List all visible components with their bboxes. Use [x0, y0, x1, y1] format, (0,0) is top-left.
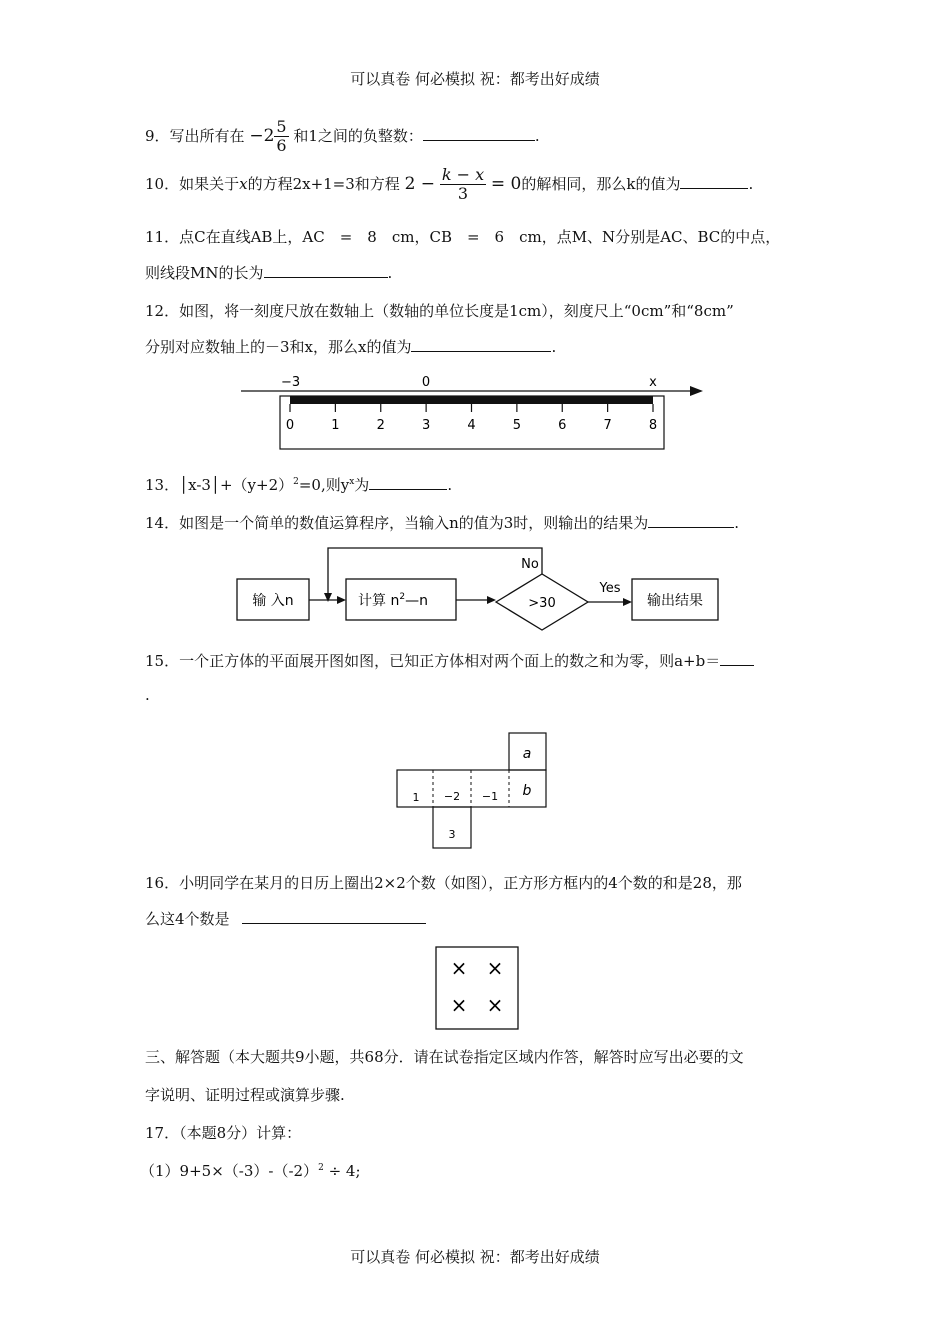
- arrow-head-icon: [487, 596, 496, 604]
- arrow-head-icon: [324, 593, 332, 602]
- q13-text-b: =0,则y: [298, 476, 350, 494]
- question-12-line2: [145, 336, 556, 357]
- ruler-tick-label: 6: [558, 418, 567, 433]
- q13-exp: 2: [293, 477, 299, 487]
- calendar-cell: ×: [486, 956, 504, 980]
- ruler-tick-label: 4: [467, 418, 476, 433]
- q15-answer-blank[interactable]: [720, 650, 754, 666]
- arrow-head-icon: [623, 598, 632, 606]
- q14-answer-blank[interactable]: [648, 512, 734, 528]
- q15-dot: .: [145, 686, 150, 704]
- q14-end: .: [734, 514, 740, 532]
- q13-answer-blank[interactable]: [369, 474, 447, 490]
- q9-fraction-den: 6: [276, 136, 287, 156]
- cube-net-figure: [392, 728, 552, 852]
- q13-end: .: [447, 476, 453, 494]
- q13-text-c: 为: [354, 476, 370, 494]
- q10-fraction-num: k − x: [441, 165, 485, 184]
- question-11-line1: 11．点C在直线AB上，AC = 8 cm，CB = 6 cm，点M、N分别是AC、BC的中点，: [145, 228, 781, 246]
- q10-text-c: 的解相同，那么k的值为: [521, 174, 681, 193]
- q15-text: 15．一个正方体的平面展开图如图，已知正方体相对两个面上的数之和为零，则a+b＝: [145, 652, 721, 670]
- input-label: 输 入n: [252, 593, 294, 609]
- calendar-cell: ×: [450, 956, 468, 980]
- q9-answer-blank[interactable]: [423, 125, 535, 141]
- net-label-1: 1: [412, 791, 420, 804]
- ruler-tick-label: 2: [376, 418, 385, 433]
- net-label-minus1: −1: [481, 790, 499, 803]
- question-12-line1: 12．如图，将一刻度尺放在数轴上（数轴的单位长度是1cm），刻度尺上“0cm”和“8cm”: [145, 302, 734, 320]
- q11-answer-blank[interactable]: [264, 262, 388, 278]
- q10-fraction: [440, 166, 486, 204]
- question-16-line1: 16．小明同学在某月的日历上圈出2×2个数（如图），正方形方框内的4个数的和是28，那: [145, 874, 742, 892]
- q10-end: .: [748, 174, 754, 193]
- question-16-line2: [145, 908, 426, 929]
- question-17-title: 17．（本题8分）计算：: [145, 1124, 302, 1142]
- yes-label: Yes: [599, 581, 621, 596]
- net-label-a: a: [522, 746, 532, 762]
- flowchart-figure: [230, 544, 730, 636]
- axis-arrow-icon: [690, 386, 703, 396]
- ruler-figure: [235, 372, 715, 454]
- ruler-black-band: [290, 396, 653, 404]
- q9-text-a: 9．写出所有在: [145, 126, 245, 145]
- q9-fraction-num: 5: [276, 117, 287, 136]
- ruler-ticks: [286, 404, 657, 433]
- compute-label: 计算 $n^2—n$: [358, 592, 428, 609]
- output-label: 输出结果: [647, 593, 703, 609]
- question-10: [145, 166, 753, 204]
- q12-text: 分别对应数轴上的－3和x，那么x的值为: [145, 338, 412, 356]
- net-label-3: 3: [448, 828, 456, 841]
- q13-text-a: 13．│x-3│+（y+2）: [145, 476, 294, 494]
- ruler-tick-label: 1: [331, 418, 340, 433]
- calendar-cell: ×: [450, 993, 468, 1017]
- ruler-tick-label: 0: [285, 418, 295, 433]
- question-13: [145, 474, 452, 495]
- q10-fraction-den: 3: [457, 184, 469, 204]
- page-header: 可以真卷 何必模拟 祝：都考出好成绩: [350, 70, 600, 88]
- q10-answer-blank[interactable]: [680, 173, 748, 189]
- ruler-tick-label: 7: [603, 418, 612, 433]
- axis-label-x: x: [649, 375, 657, 390]
- section-3-line2: 字说明、证明过程或演算步骤.: [145, 1086, 345, 1104]
- q11-end: .: [387, 264, 393, 282]
- ruler-tick-label: 3: [421, 418, 431, 433]
- q17-part1-b: ÷ 4;: [328, 1162, 361, 1180]
- section-3-line1: 三、解答题（本大题共9小题，共68分．请在试卷指定区域内作答，解答时应写出必要的文: [145, 1048, 744, 1066]
- q10-eq: = 0: [490, 173, 522, 194]
- axis-label-0: 0: [421, 375, 431, 390]
- question-11-line2: [145, 262, 392, 283]
- condition-label: >30: [528, 596, 556, 611]
- q10-var: x: [239, 174, 248, 193]
- question-17-part1: [140, 1160, 361, 1181]
- q10-text-b: 的方程2x+1=3和方程: [247, 174, 400, 193]
- q9-sign: −2: [249, 125, 275, 146]
- calendar-box: [436, 947, 518, 1029]
- q9-fraction: [274, 118, 288, 156]
- q10-two: 2 −: [404, 173, 436, 194]
- q12-answer-blank[interactable]: [411, 336, 551, 352]
- ruler-tick-label: 8: [648, 418, 658, 433]
- q16-answer-blank[interactable]: [242, 908, 426, 924]
- q16-text: 么这4个数是: [145, 910, 230, 928]
- q9-text-b: 和1之间的负整数：: [293, 126, 423, 145]
- q13-exp2: x: [349, 477, 355, 487]
- calendar-square-figure: [432, 944, 522, 1032]
- q9-end: .: [534, 126, 540, 145]
- no-label: No: [521, 557, 539, 572]
- net-label-b: b: [522, 783, 532, 799]
- q11-text: 则线段MN的长为: [145, 264, 264, 282]
- q17-part1-a: （1）9+5×（-3）-（-2）: [140, 1162, 319, 1180]
- calendar-cell: ×: [486, 993, 504, 1017]
- q10-text-a: 10．如果关于: [145, 174, 240, 193]
- axis-label-minus3: −3: [281, 375, 301, 390]
- page-footer: 可以真卷 何必模拟 祝：都考出好成绩: [350, 1248, 600, 1266]
- q12-end: .: [551, 338, 557, 356]
- net-label-minus2: −2: [443, 790, 461, 803]
- q17-part1-exp: 2: [318, 1163, 324, 1173]
- question-9: [145, 118, 540, 156]
- question-15: [145, 650, 754, 671]
- q14-text: 14．如图是一个简单的数值运算程序，当输入n的值为3时，则输出的结果为: [145, 514, 649, 532]
- arrow-head-icon: [337, 596, 346, 604]
- question-14: [145, 512, 739, 533]
- ruler-tick-label: 5: [512, 418, 522, 433]
